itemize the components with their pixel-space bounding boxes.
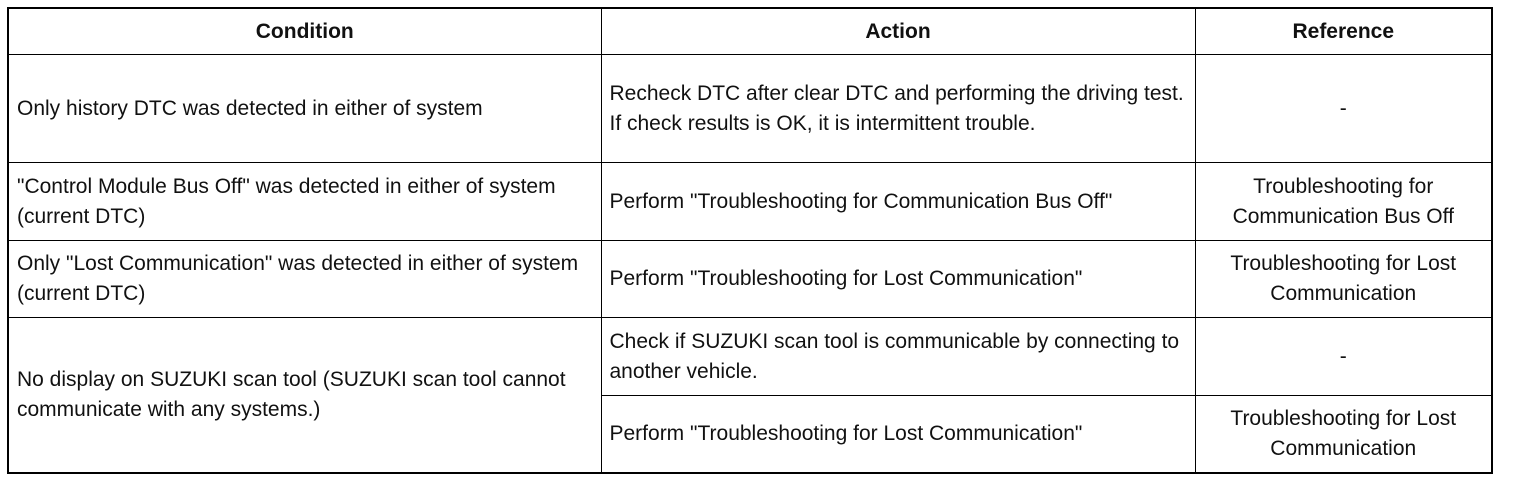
condition-cell: "Control Module Bus Off" was detected in either of system (current DTC) [8, 163, 601, 241]
reference-cell: Troubleshooting for Lost Communication [1195, 396, 1492, 474]
action-cell: Perform "Troubleshooting for Communication Bus Off" [601, 163, 1195, 241]
table-header-row [8, 8, 1492, 55]
reference-cell: - [1195, 318, 1492, 396]
table-row [8, 318, 1492, 396]
action-cell: Check if SUZUKI scan tool is communicable by connecting to another vehicle. [601, 318, 1195, 396]
condition-cell: Only history DTC was detected in either of system [8, 55, 601, 163]
table-row [8, 55, 1492, 163]
reference-cell: - [1195, 55, 1492, 163]
reference-cell: Troubleshooting for Communication Bus Off [1195, 163, 1492, 241]
condition-cell: Only "Lost Communication" was detected in either of system (current DTC) [8, 241, 601, 318]
table-row [8, 241, 1492, 318]
action-cell: Recheck DTC after clear DTC and performing the driving test. If check results is OK, it is intermittent trouble. [601, 55, 1195, 163]
header-condition: Condition [8, 8, 601, 55]
table-row [8, 163, 1492, 241]
header-action: Action [601, 8, 1195, 55]
condition-cell: No display on SUZUKI scan tool (SUZUKI scan tool cannot communicate with any systems.) [8, 318, 601, 474]
dtc-troubleshooting-table [7, 7, 1493, 474]
action-cell: Perform "Troubleshooting for Lost Communication" [601, 396, 1195, 474]
header-reference: Reference [1195, 8, 1492, 55]
action-cell: Perform "Troubleshooting for Lost Communication" [601, 241, 1195, 318]
reference-cell: Troubleshooting for Lost Communication [1195, 241, 1492, 318]
